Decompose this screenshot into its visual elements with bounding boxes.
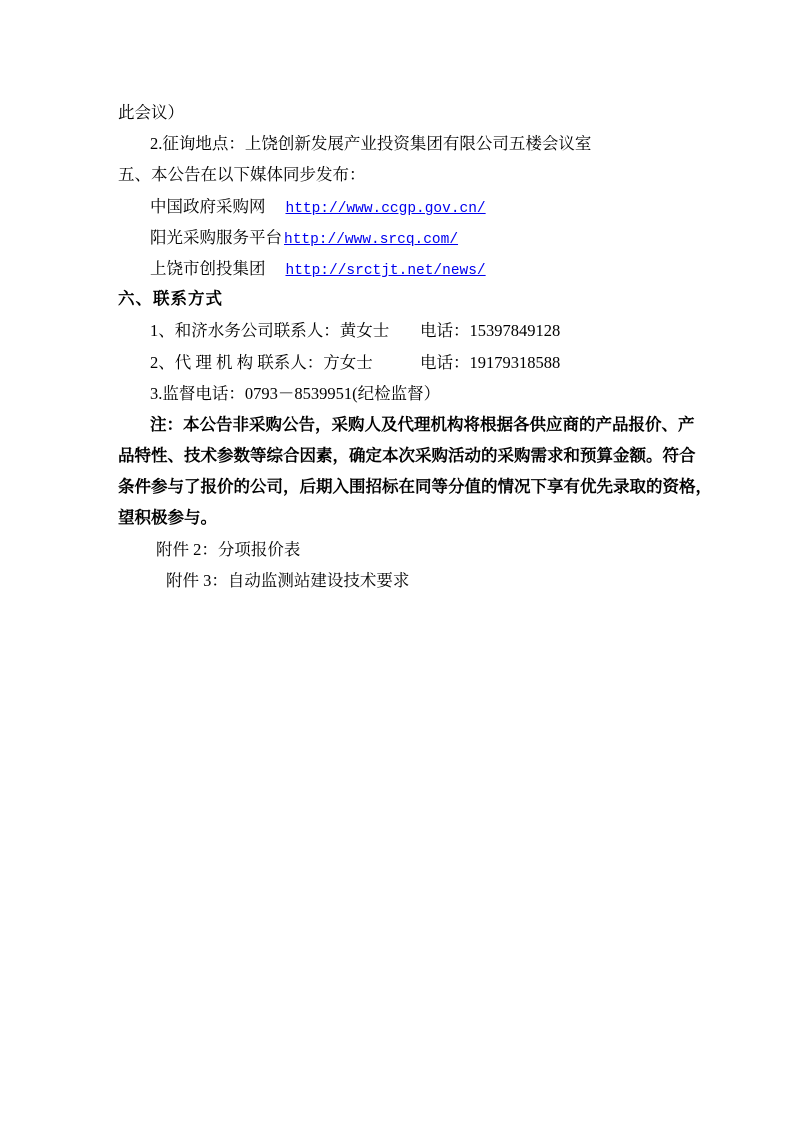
section5-heading: 五、本公告在以下媒体同步发布： <box>118 165 366 185</box>
note-line-1: 注：本公告非采购公告，采购人及代理机构将根据各供应商的产品报价、产 <box>150 414 695 434</box>
note-line-2: 品特性、技术参数等综合因素，确定本次采购活动的采购需求和预算金额。符合 <box>118 446 696 466</box>
section6-heading: 六、联系方式 <box>118 290 223 309</box>
contact-phone-agency: 电话：19179318588 <box>420 352 561 372</box>
supervision-phone-line: 3.监督电话：0793－8539951(纪检监督） <box>150 383 441 403</box>
media-link-ccgp[interactable]: http://www.ccgp.gov.cn/ <box>285 200 486 217</box>
note-line-3: 条件参与了报价的公司，后期入围招标在同等分值的情况下享有优先录取的资格， <box>118 477 712 497</box>
opening-continuation-line: 此会议） <box>118 103 184 122</box>
inquiry-location-line: 2.征询地点：上饶创新发展产业投资集团有限公司五楼会议室 <box>150 134 592 154</box>
contact-phone-water-company: 电话：15397849128 <box>420 321 561 341</box>
media-name-ccgp: 中国政府采购网 <box>150 196 266 216</box>
attachment-line-3: 附件 3：自动监测站建设技术要求 <box>166 570 410 590</box>
media-line-ccgp <box>118 191 690 222</box>
attachment-line-2: 附件 2：分项报价表 <box>156 539 301 559</box>
media-link-srcq[interactable]: http://www.srcq.com/ <box>284 231 459 248</box>
contact-label-agency: 2、代 理 机 构 联系人：方女士 <box>150 352 373 372</box>
media-line-srcq <box>118 222 690 253</box>
media-link-srctjt[interactable]: http://srctjt.net/news/ <box>285 262 486 279</box>
contact-label-water-company: 1、和济水务公司联系人：黄女士 <box>150 321 390 341</box>
contact-line-water-company <box>118 315 690 346</box>
media-name-srctjt: 上饶市创投集团 <box>150 258 266 278</box>
note-line-4: 望积极参与。 <box>118 508 217 528</box>
contact-line-agency <box>118 347 690 378</box>
media-line-srctjt <box>118 253 690 284</box>
media-name-srcq: 阳光采购服务平台 <box>150 227 282 247</box>
